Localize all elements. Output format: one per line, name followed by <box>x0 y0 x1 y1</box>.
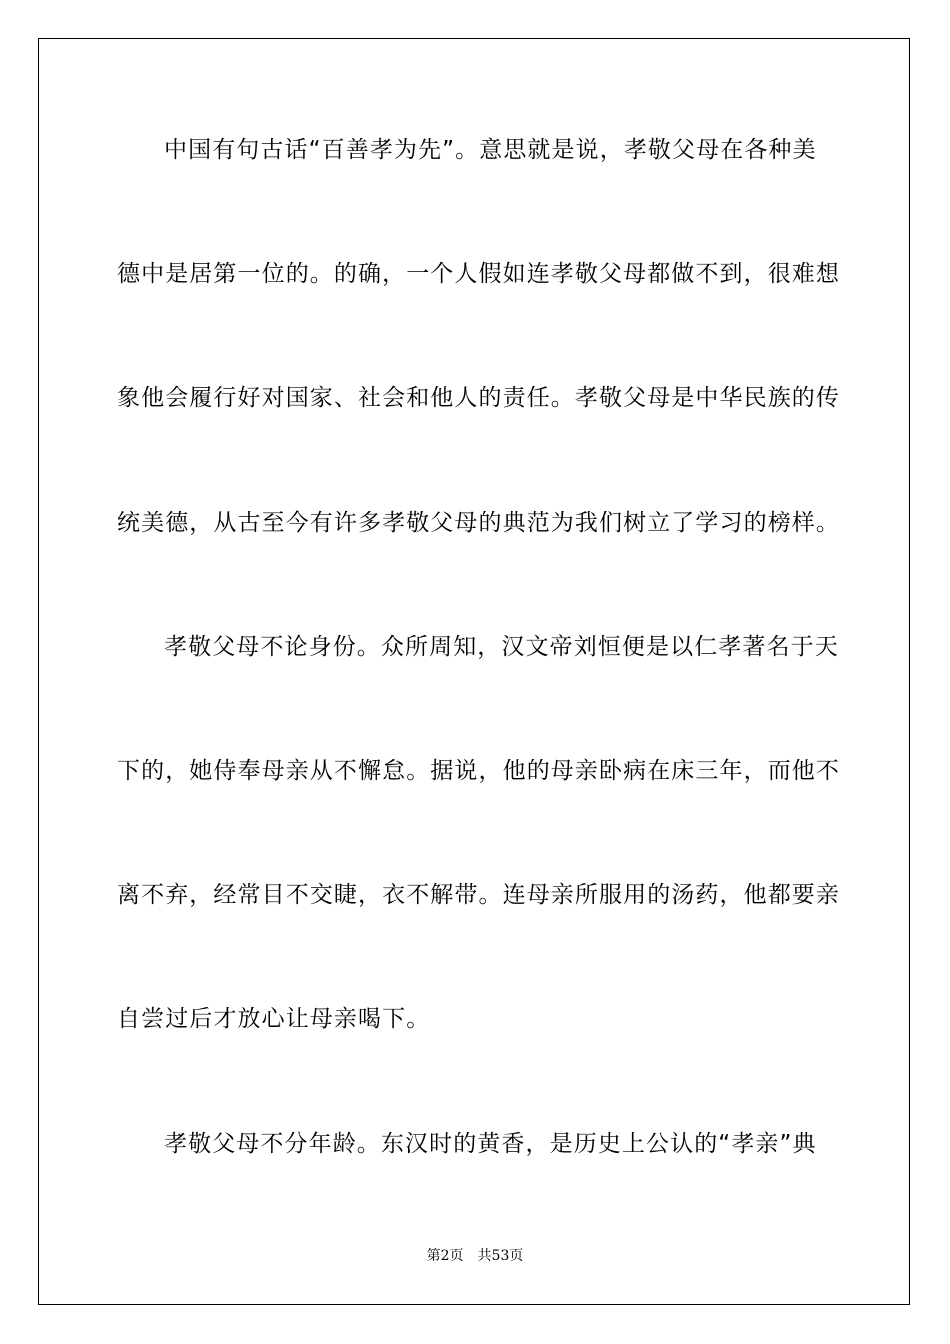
paragraph-1-line-4: 统美德，从古至今有许多孝敬父母的典范为我们树立了学习的榜样。 <box>117 510 840 536</box>
paragraph-1-line-2: 德中是居第一位的。的确，一个人假如连孝敬父母都做不到，很难想 <box>117 261 840 287</box>
paragraph-2-line-1: 孝敬父母不论身份。众所周知，汉文帝刘恒便是以仁孝著名于天 <box>164 634 839 660</box>
paragraph-2-line-3: 离不弃，经常目不交睫，衣不解带。连母亲所服用的汤药，他都要亲 <box>117 882 840 908</box>
paragraph-3-line-1: 孝敬父母不分年龄。东汉时的黄香，是历史上公认的“孝亲”典 <box>164 1131 817 1157</box>
paragraph-2-line-2: 下的，她侍奉母亲从不懈怠。据说，他的母亲卧病在床三年，而他不 <box>117 758 840 784</box>
page-footer <box>0 1247 950 1265</box>
page-number: 第2页 <box>426 1248 464 1264</box>
paragraph-1-line-3: 象他会履行好对国家、社会和他人的责任。孝敬父母是中华民族的传 <box>117 385 840 411</box>
page-border <box>38 38 910 1305</box>
paragraph-2-line-4: 自尝过后才放心让母亲喝下。 <box>117 1006 431 1032</box>
page-total: 共53页 <box>477 1248 524 1264</box>
paragraph-1-line-1: 中国有句古话“百善孝为先”。意思就是说，孝敬父母在各种美 <box>164 137 817 163</box>
